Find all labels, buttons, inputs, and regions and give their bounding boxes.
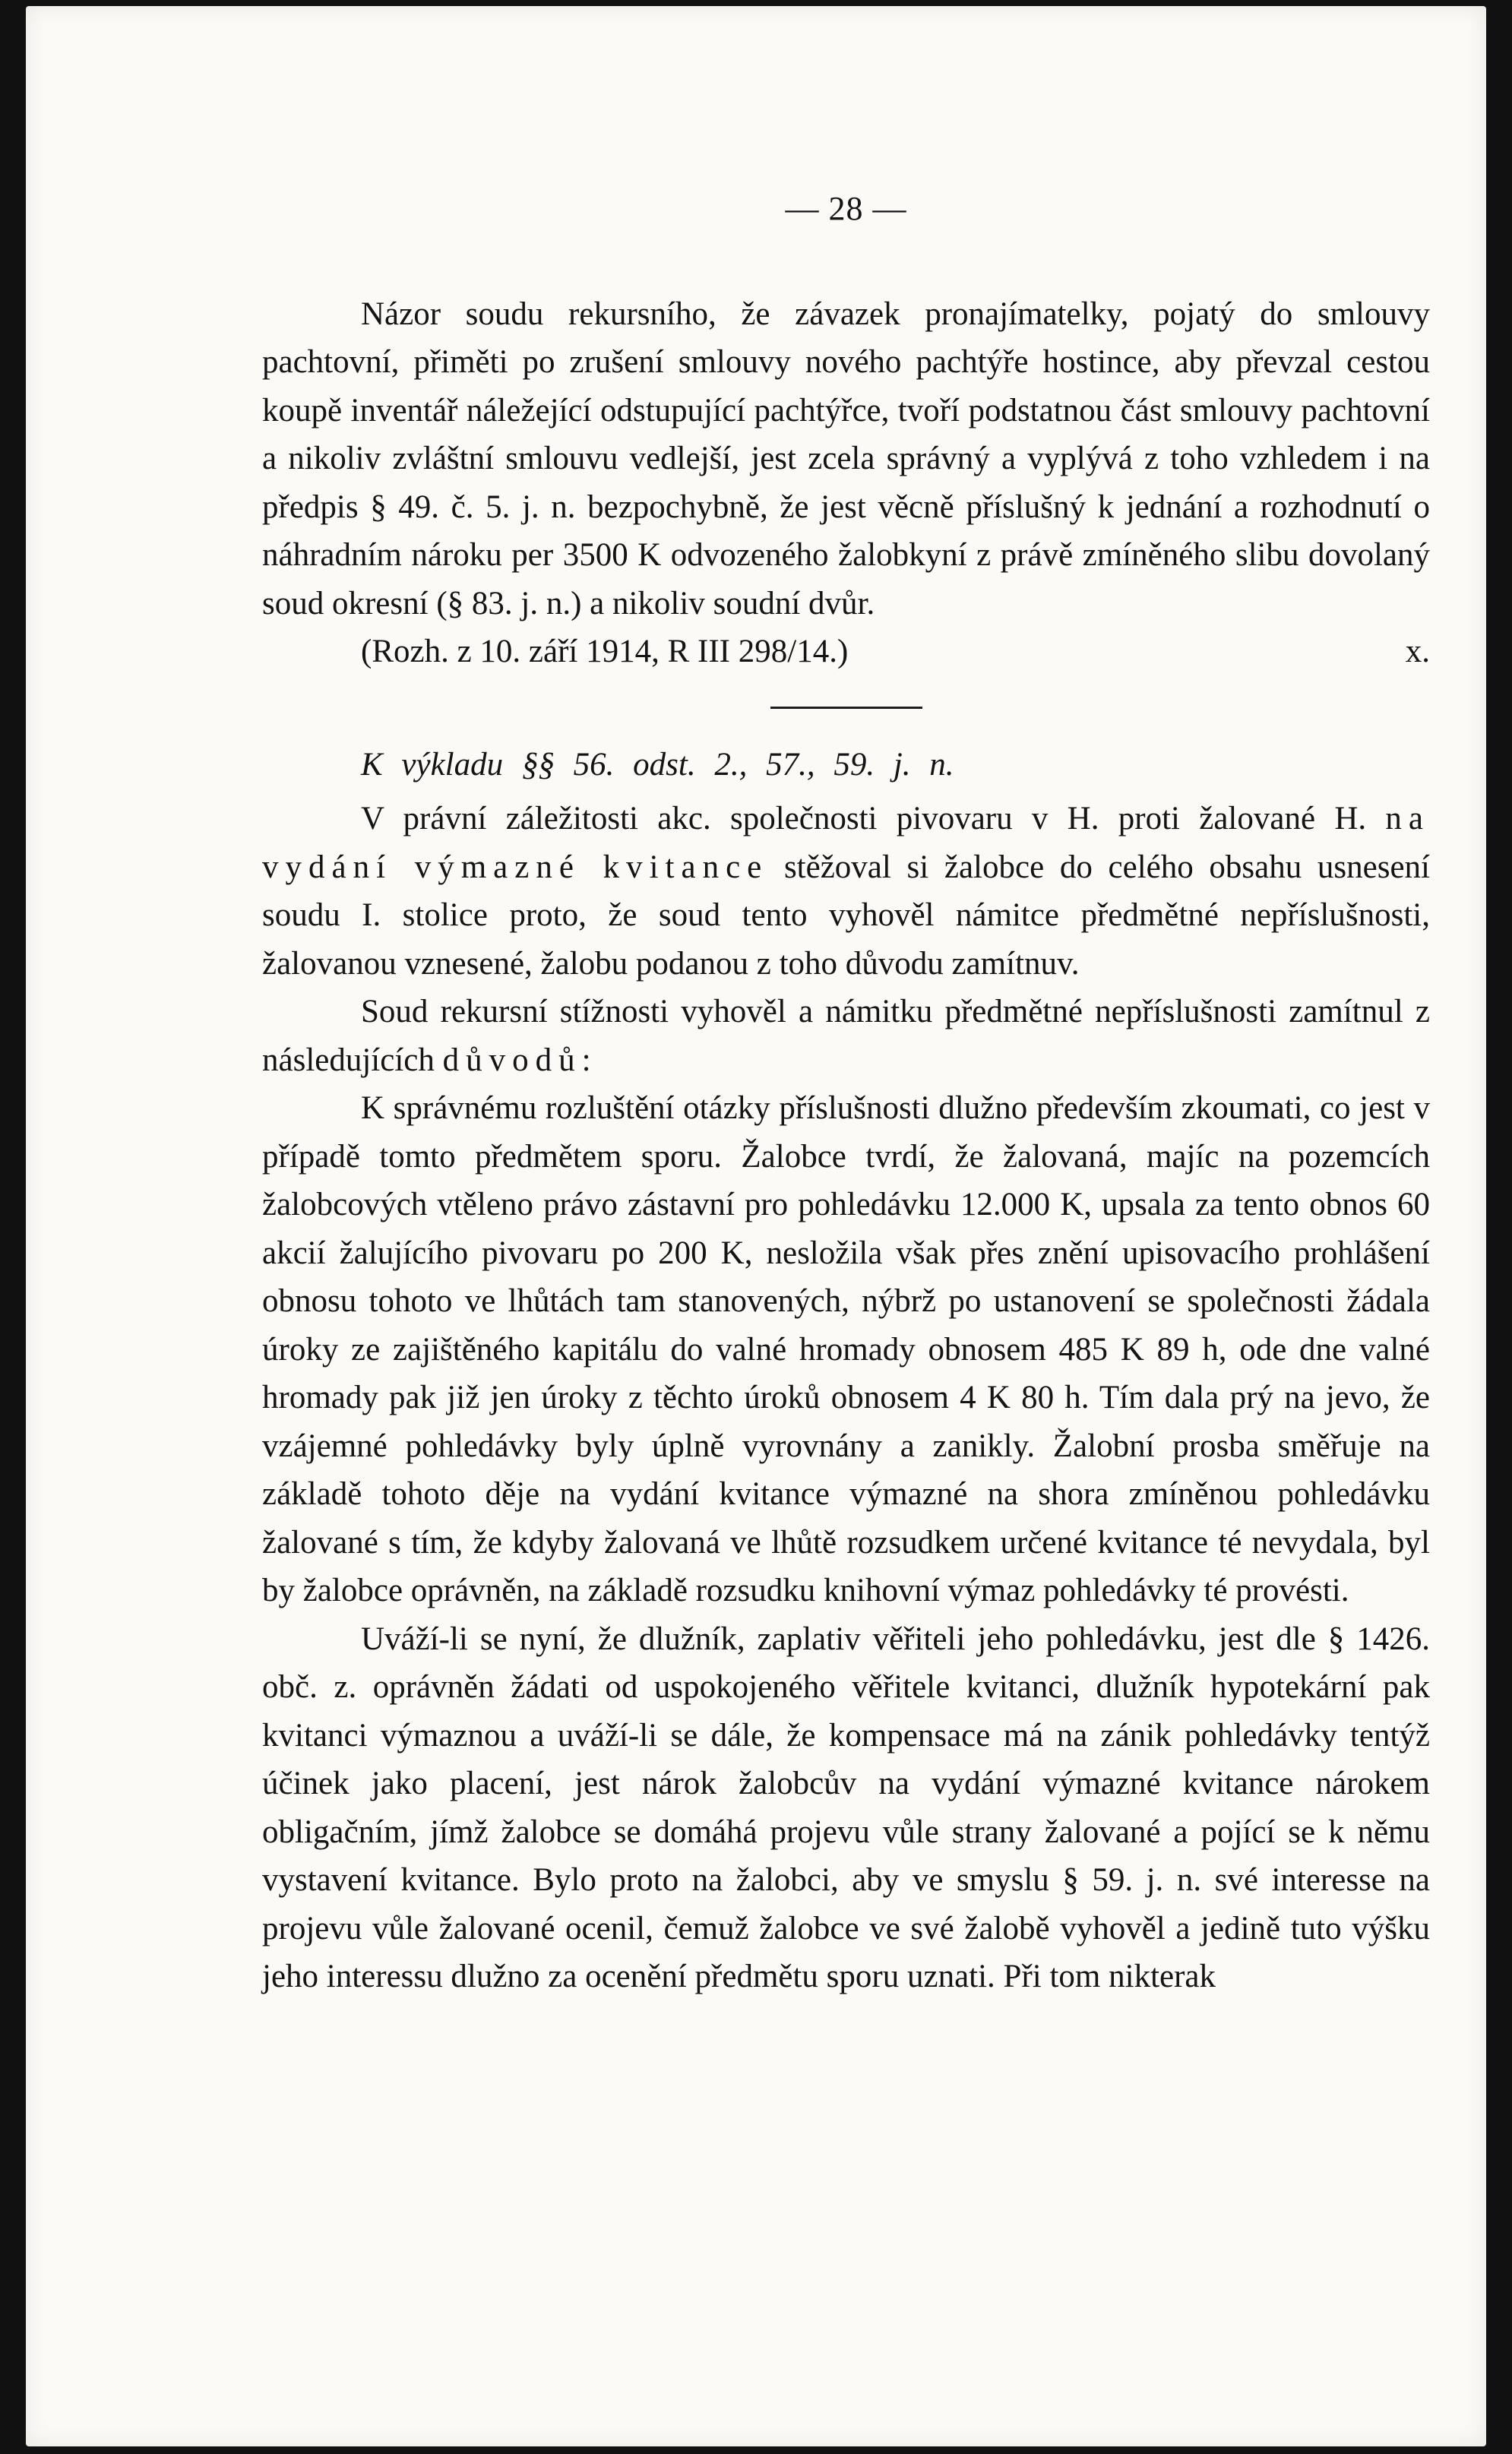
paragraph-reasoning: K správnému rozluštění otázky příslušnosti dlužno především zkoumati, co jest v případě tomto předmětem sporu. Žalobce tvrdí, že žalovaná, majíc na pozemcích žalobcových vtěleno právo zástavní pro pohledávku 12.000 K, upsala za tento obnos 60 akcií žalujícího pivovaru po 200 K, nesložila však přes znění upisovacího prohlášení obnosu tohoto ve lhůtách tam stanovených, nýbrž po ustanovení se společnosti žádala úroky ze zajištěného kapitálu do valné hromady obnosem 485 K 89 h, ode dne valné hromady pak již jen úroky z těchto úroků obnosem 4 K 80 h. Tím dala prý na jevo, že vzájemné pohledávky byly úplně vyrovnány a zanikly. Žalobní prosba směřuje na základě tohoto děje na vydání kvitance výmazné na shora zmíněnou pohledávku žalované s tím, že kdyby žalovaná ve lhůtě rozsudkem určené kvitance té nevydala, byl by žalobce oprávněn, na základě rozsudku knihovní výmaz pohledávky té provésti.	[262, 1090, 1430, 1608]
document-page	[26, 6, 1486, 2446]
case-citation: (Rozh. z 10. září 1914, R III 298/14.)	[361, 634, 849, 669]
court-ruling-text: Soud rekursní stížnosti vyhověl a námitku předmětné nepříslušnosti zamítnul z následujících	[262, 994, 1430, 1078]
text-block	[262, 185, 1430, 2001]
case-facts-text: V právní záležitosti akc. společnosti pivovaru v H. proti žalované H.	[361, 801, 1367, 836]
paragraph-case-facts	[262, 795, 1430, 988]
paragraph-conclusion: Uváží-li se nyní, že dlužník, zaplativ věřiteli jeho pohledávku, jest dle § 1426. obč. z. oprávněn žádati od uspokojeného věřitele kvitanci, dlužník hypotekární pak kvitanci výmaznou a uváží-li se dále, že kompensace má na zánik pohledávky tentýž účinek jako placení, jest nárok žalobcův na vydání výmazné kvitance nárokem obligačním, jímž žalobce se domáhá projevu vůle strany žalované a pojící se k němu vystavení kvitance. Bylo proto na žalobci, aby ve smyslu § 59. j. n. své interesse na projevu vůle žalované ocenil, čemuž žalobce ve své žalobě vyhověl a jedině tuto výšku jeho interessu dlužno za ocenění předmětu sporu uznati. Při tom nikterak	[262, 1621, 1430, 1994]
case-author-mark: x.	[1405, 634, 1430, 669]
emphasized-reasons: důvodů:	[442, 1042, 598, 1078]
case-reference	[262, 628, 1430, 676]
emphasized-claim: na vydání výmazné kvitance	[262, 801, 1431, 885]
case-facts-continuation: stěžoval si žalobce do celého obsahu usnesení soudu I. stolice proto, že soud tento vyhověl námitce předmětné nepříslušnosti, žalovanou vznesené, žalobu podanou z toho důvodu zamítnuv.	[262, 849, 1430, 982]
page-number: — 28 —	[785, 190, 907, 227]
paragraph-decision-summary: Názor soudu rekursního, že závazek pronajímatelky, pojatý do smlouvy pachtovní, přiměti po zrušení smlouvy nového pachtýře hostince, aby převzal cestou koupě inventář náležející odstupující pachtýřce, tvoří podstatnou část smlouvy pachtovní a nikoliv zvláštní smlouvu vedlejší, jest zcela správný a vyplývá z toho vzhledem i na předpis § 49. č. 5. j. n. bezpochybně, že jest věcně příslušný k jednání a rozhodnutí o náhradním nároku per 3500 K odvozeného žalobkyní z právě zmíněného slibu dovolaný soud okresní (§ 83. j. n.) a nikoliv soudní dvůr.	[262, 296, 1430, 621]
section-divider	[770, 707, 922, 709]
paragraph-court-ruling	[262, 988, 1430, 1084]
section-heading: K výkladu §§ 56. odst. 2., 57., 59. j. n.	[361, 746, 954, 783]
